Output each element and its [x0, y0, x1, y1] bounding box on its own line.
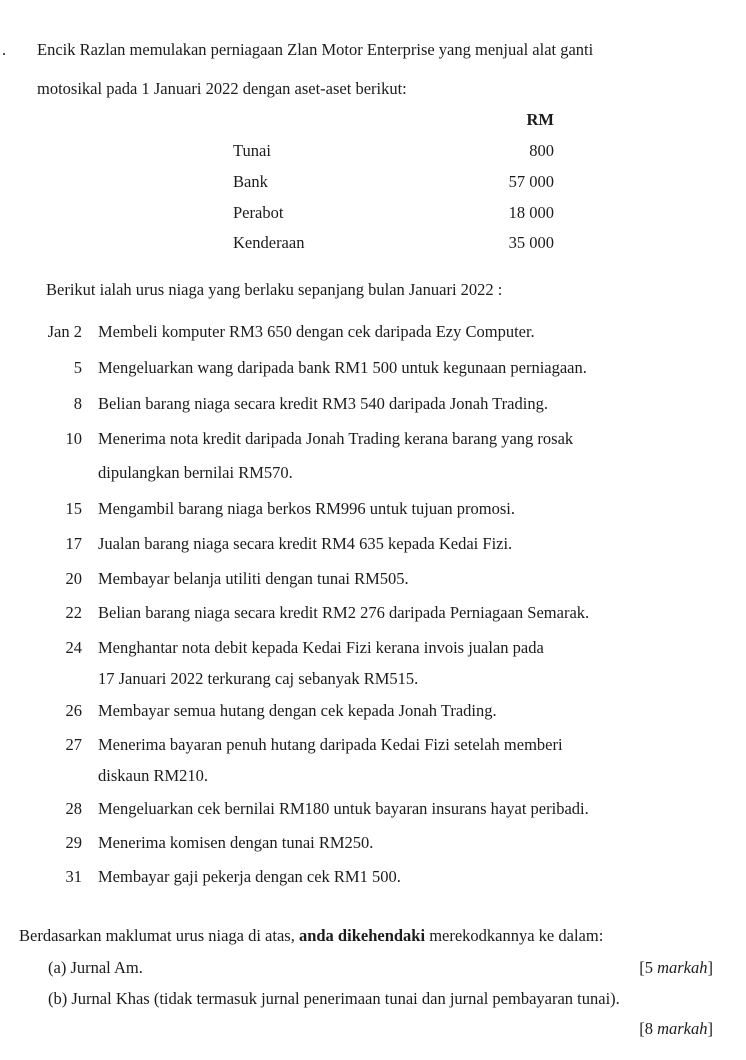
task-a-marks — [639, 958, 713, 978]
transaction-text: Membeli komputer RM3 650 dengan cek daripada Ezy Computer. — [98, 322, 535, 341]
asset-name-tunai: Tunai — [233, 141, 271, 160]
transaction-text: Membayar belanja utiliti dengan tunai RM505. — [98, 569, 409, 588]
transaction-text: Menerima bayaran penuh hutang daripada Kedai Fizi setelah memberi — [98, 735, 563, 754]
transaction-date: 29 — [65, 833, 82, 852]
transaction-date: 24 — [65, 638, 82, 657]
transaction-text: Mengambil barang niaga berkos RM996 untuk tujuan promosi. — [98, 499, 516, 518]
transaction-text: Membayar gaji pekerja dengan cek RM1 500. — [98, 867, 401, 886]
transaction-text: Belian barang niaga secara kredit RM2 276 daripada Perniagaan Semarak. — [98, 603, 590, 622]
transaction-date: 17 — [65, 534, 82, 553]
instructions-line — [19, 926, 603, 946]
transaction-text: Mengeluarkan wang daripada bank RM1 500 untuk kegunaan perniagaan. — [98, 358, 587, 377]
marks-open: [8 — [639, 1019, 658, 1038]
asset-name-bank: Bank — [233, 172, 268, 191]
intro-line-2: motosikal pada 1 Januari 2022 dengan aset-aset berikut: — [37, 79, 407, 98]
transactions-intro: Berikut ialah urus niaga yang berlaku sepanjang bulan Januari 2022 : — [46, 280, 503, 299]
task-a-label: (a) Jurnal Am. — [48, 958, 143, 977]
marks-close: ] — [707, 958, 713, 977]
task-b-label: (b) Jurnal Khas (tidak termasuk jurnal penerimaan tunai dan jurnal pembayaran tunai). — [48, 989, 620, 1008]
transaction-text: Belian barang niaga secara kredit RM3 540 daripada Jonah Trading. — [98, 394, 548, 413]
instructions-prefix: Berdasarkan maklumat urus niaga di atas, — [19, 926, 299, 945]
asset-name-kenderaan: Kenderaan — [233, 233, 305, 252]
transaction-text-continued: 17 Januari 2022 terkurang caj sebanyak RM515. — [98, 669, 419, 688]
transaction-text: Jualan barang niaga secara kredit RM4 635 kepada Kedai Fizi. — [98, 534, 513, 553]
instructions-suffix: merekodkannya ke dalam: — [425, 926, 604, 945]
transaction-date: 10 — [65, 429, 82, 448]
transaction-date: 22 — [65, 603, 82, 622]
transaction-text: Membayar semua hutang dengan cek kepada Jonah Trading. — [98, 701, 497, 720]
transaction-text-continued: diskaun RM210. — [98, 766, 209, 785]
transaction-date: Jan 2 — [47, 322, 82, 341]
transaction-date: 8 — [73, 394, 82, 413]
marks-open: [5 — [639, 958, 658, 977]
marks-word: markah — [657, 1019, 708, 1038]
transaction-date: 26 — [65, 701, 82, 720]
transaction-text-continued: dipulangkan bernilai RM570. — [98, 463, 293, 482]
transaction-text: Menerima nota kredit daripada Jonah Trading kerana barang yang rosak — [98, 429, 574, 448]
task-b-marks — [639, 1019, 713, 1039]
transaction-date: 5 — [73, 358, 82, 377]
transaction-text: Menerima komisen dengan tunai RM250. — [98, 833, 374, 852]
asset-value-kenderaan: 35 000 — [508, 233, 554, 252]
asset-value-bank: 57 000 — [508, 172, 554, 191]
transaction-date: 31 — [65, 867, 82, 886]
marks-word: markah — [657, 958, 708, 977]
transaction-date: 28 — [65, 799, 82, 818]
transaction-text: Menghantar nota debit kepada Kedai Fizi kerana invois jualan pada — [98, 638, 544, 657]
transaction-date: 20 — [65, 569, 82, 588]
question-number-marker: . — [2, 40, 7, 59]
asset-value-perabot: 18 000 — [508, 203, 554, 222]
instructions-emphasis: anda dikehendaki — [298, 926, 426, 945]
currency-header: RM — [526, 110, 554, 129]
transaction-date: 15 — [65, 499, 82, 518]
intro-line-1: Encik Razlan memulakan perniagaan Zlan Motor Enterprise yang menjual alat ganti — [37, 40, 594, 59]
asset-name-perabot: Perabot — [233, 203, 284, 222]
asset-value-tunai: 800 — [529, 141, 554, 160]
marks-close: ] — [707, 1019, 713, 1038]
transaction-date: 27 — [65, 735, 82, 754]
transaction-text: Mengeluarkan cek bernilai RM180 untuk bayaran insurans hayat peribadi. — [98, 799, 589, 818]
